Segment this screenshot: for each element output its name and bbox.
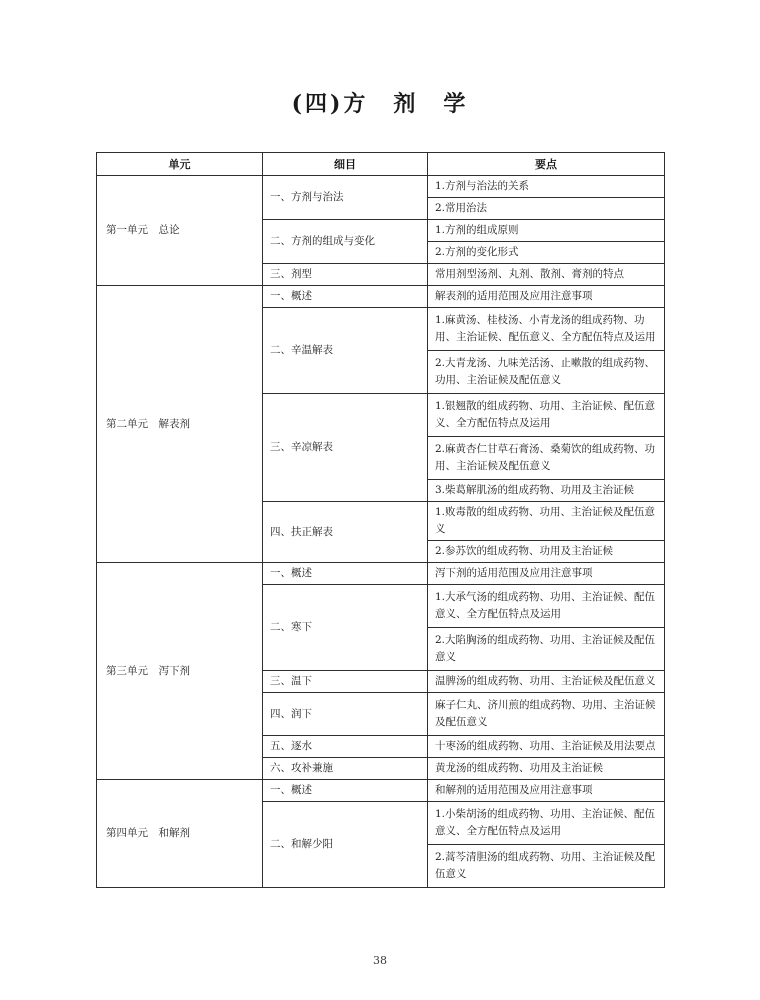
detail-cell: 三、温下 [263,671,428,693]
detail-cell: 三、辛凉解表 [263,394,428,502]
unit-cell: 第二单元 解表剂 [97,286,263,563]
detail-cell: 六、攻补兼施 [263,758,428,780]
point-cell: 3.柴葛解肌汤的组成药物、功用及主治证候 [428,480,665,502]
syllabus-table [96,152,665,888]
detail-cell: 二、和解少阳 [263,802,428,888]
point-cell: 常用剂型汤剂、丸剂、散剂、膏剂的特点 [428,264,665,286]
point-cell: 2.大陷胸汤的组成药物、功用、主治证候及配伍意义 [428,628,665,671]
point-cell: 温脾汤的组成药物、功用、主治证候及配伍意义 [428,671,665,693]
detail-cell: 二、方剂的组成与变化 [263,220,428,264]
point-cell: 麻子仁丸、济川煎的组成药物、功用、主治证候及配伍意义 [428,693,665,736]
detail-cell: 一、概述 [263,563,428,585]
column-header-unit: 单元 [97,153,263,176]
page-title: (四)方 剂 学 [291,91,469,117]
unit-cell: 第三单元 泻下剂 [97,563,263,780]
point-cell: 2.方剂的变化形式 [428,242,665,264]
point-cell: 2.大青龙汤、九味羌活汤、止嗽散的组成药物、功用、主治证候及配伍意义 [428,351,665,394]
table-header-row [97,153,665,176]
point-cell: 解表剂的适用范围及应用注意事项 [428,286,665,308]
detail-cell: 四、扶正解表 [263,502,428,563]
unit-cell: 第一单元 总论 [97,176,263,286]
point-cell: 和解剂的适用范围及应用注意事项 [428,780,665,802]
point-cell: 十枣汤的组成药物、功用、主治证候及用法要点 [428,736,665,758]
point-cell: 1.大承气汤的组成药物、功用、主治证候、配伍意义、全方配伍特点及运用 [428,585,665,628]
table-row [97,563,665,585]
point-cell: 1.麻黄汤、桂枝汤、小青龙汤的组成药物、功用、主治证候、配伍意义、全方配伍特点及运用 [428,308,665,351]
point-cell: 1.方剂与治法的关系 [428,176,665,198]
unit-cell: 第四单元 和解剂 [97,780,263,888]
point-cell: 2.常用治法 [428,198,665,220]
table-row [97,780,665,802]
detail-cell: 二、辛温解表 [263,308,428,394]
detail-cell: 一、方剂与治法 [263,176,428,220]
detail-cell: 二、寒下 [263,585,428,671]
table-row [97,176,665,198]
detail-cell: 五、逐水 [263,736,428,758]
point-cell: 2.蒿芩清胆汤的组成药物、功用、主治证候及配伍意义 [428,845,665,888]
detail-cell: 四、润下 [263,693,428,736]
point-cell: 1.方剂的组成原则 [428,220,665,242]
detail-cell: 三、剂型 [263,264,428,286]
point-cell: 泻下剂的适用范围及应用注意事项 [428,563,665,585]
point-cell: 2.麻黄杏仁甘草石膏汤、桑菊饮的组成药物、功用、主治证候及配伍意义 [428,437,665,480]
detail-cell: 一、概述 [263,780,428,802]
point-cell: 1.银翘散的组成药物、功用、主治证候、配伍意义、全方配伍特点及运用 [428,394,665,437]
column-header-points: 要点 [428,153,665,176]
point-cell: 1.小柴胡汤的组成药物、功用、主治证候、配伍意义、全方配伍特点及运用 [428,802,665,845]
table-row [97,286,665,308]
point-cell: 1.败毒散的组成药物、功用、主治证候及配伍意义 [428,502,665,541]
detail-cell: 一、概述 [263,286,428,308]
column-header-detail: 细目 [263,153,428,176]
page-number: 38 [373,954,387,967]
point-cell: 2.参苏饮的组成药物、功用及主治证候 [428,541,665,563]
point-cell: 黄龙汤的组成药物、功用及主治证候 [428,758,665,780]
